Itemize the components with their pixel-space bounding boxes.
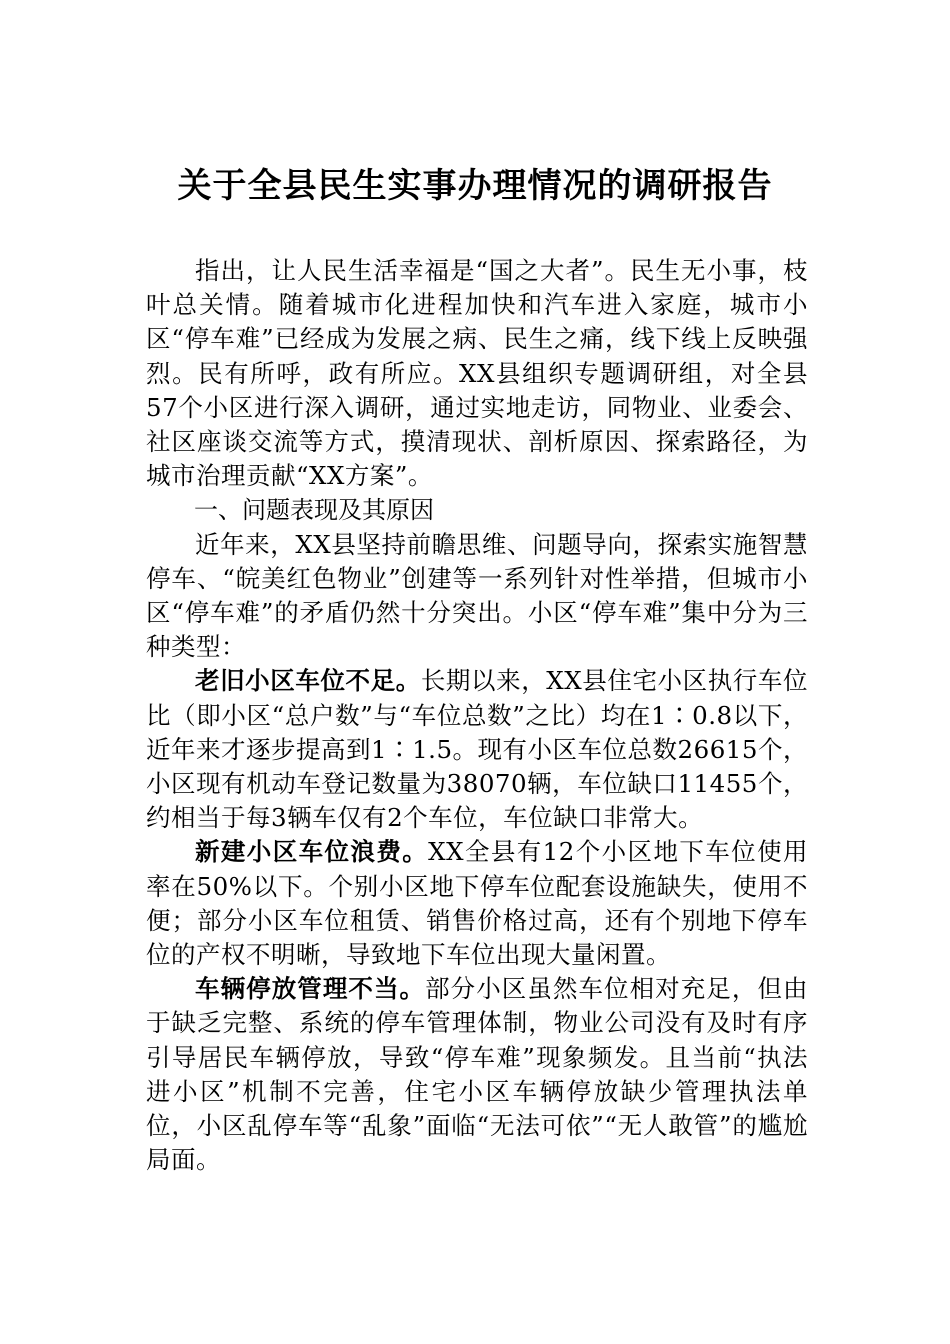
point-lead: 新建小区车位浪费。 <box>195 837 429 867</box>
intro-paragraph: 指出，让人民生活幸福是“国之大者”。民生无小事，枝叶总关情。随着城市化进程加快和汽车进入家庭，城市小区“停车难”已经成为发展之病、民生之痛，线下线上反映强烈。民有所呼，政有所应。XX县组织专题调研组，对全县57个小区进行深入调研，通过实地走访，同物业、业委会、社区座谈交流等方式，摸清现状、剖析原因、探索路径，为城市治理贡献“XX方案”。 <box>146 256 808 491</box>
point-text: XX全县有12个小区地下车位使用率在50%以下。个别小区地下停车位配套设施缺失，使用不便；部分小区车位租赁、销售价格过高，还有个别地下停车位的产权不明晰，导致地下车位出现大量闲置。 <box>146 837 808 970</box>
point-text: 部分小区虽然车位相对充足，但由于缺乏完整、系统的停车管理体制，物业公司没有及时有序引导居民车辆停放，导致“停车难”现象频发。且当前“执法进小区”机制不完善，住宅小区车辆停放缺少管理执法单位，小区乱停车等“乱象”面临“无法可依”“无人敢管”的尴尬局面。 <box>146 974 809 1175</box>
point-lead: 老旧小区车位不足。 <box>195 666 421 696</box>
point-lead: 车辆停放管理不当。 <box>195 974 426 1004</box>
document-title: 关于全县民生实事办理情况的调研报告 <box>177 166 773 206</box>
section-heading: 一、问题表现及其原因 <box>194 496 434 525</box>
point-parking-management <box>146 972 808 1177</box>
point-text: 长期以来，XX县住宅小区执行车位比（即小区“总户数”与“车位总数”之比）均在1∶0.8以下，近年来才逐步提高到1∶1.5。现有小区车位总数26615个，小区现有机动车登记数量为38070辆，车位缺口11455个，约相当于每3辆车仅有2个车位，车位缺口非常大。 <box>146 666 808 833</box>
point-old-communities <box>146 664 808 835</box>
point-new-communities <box>146 835 808 972</box>
section-intro-paragraph: 近年来，XX县坚持前瞻思维、问题导向，探索实施智慧停车、“皖美红色物业”创建等一系列针对性举措，但城市小区“停车难”的矛盾仍然十分突出。小区“停车难”集中分为三种类型： <box>146 529 808 662</box>
document-body <box>146 254 808 1177</box>
